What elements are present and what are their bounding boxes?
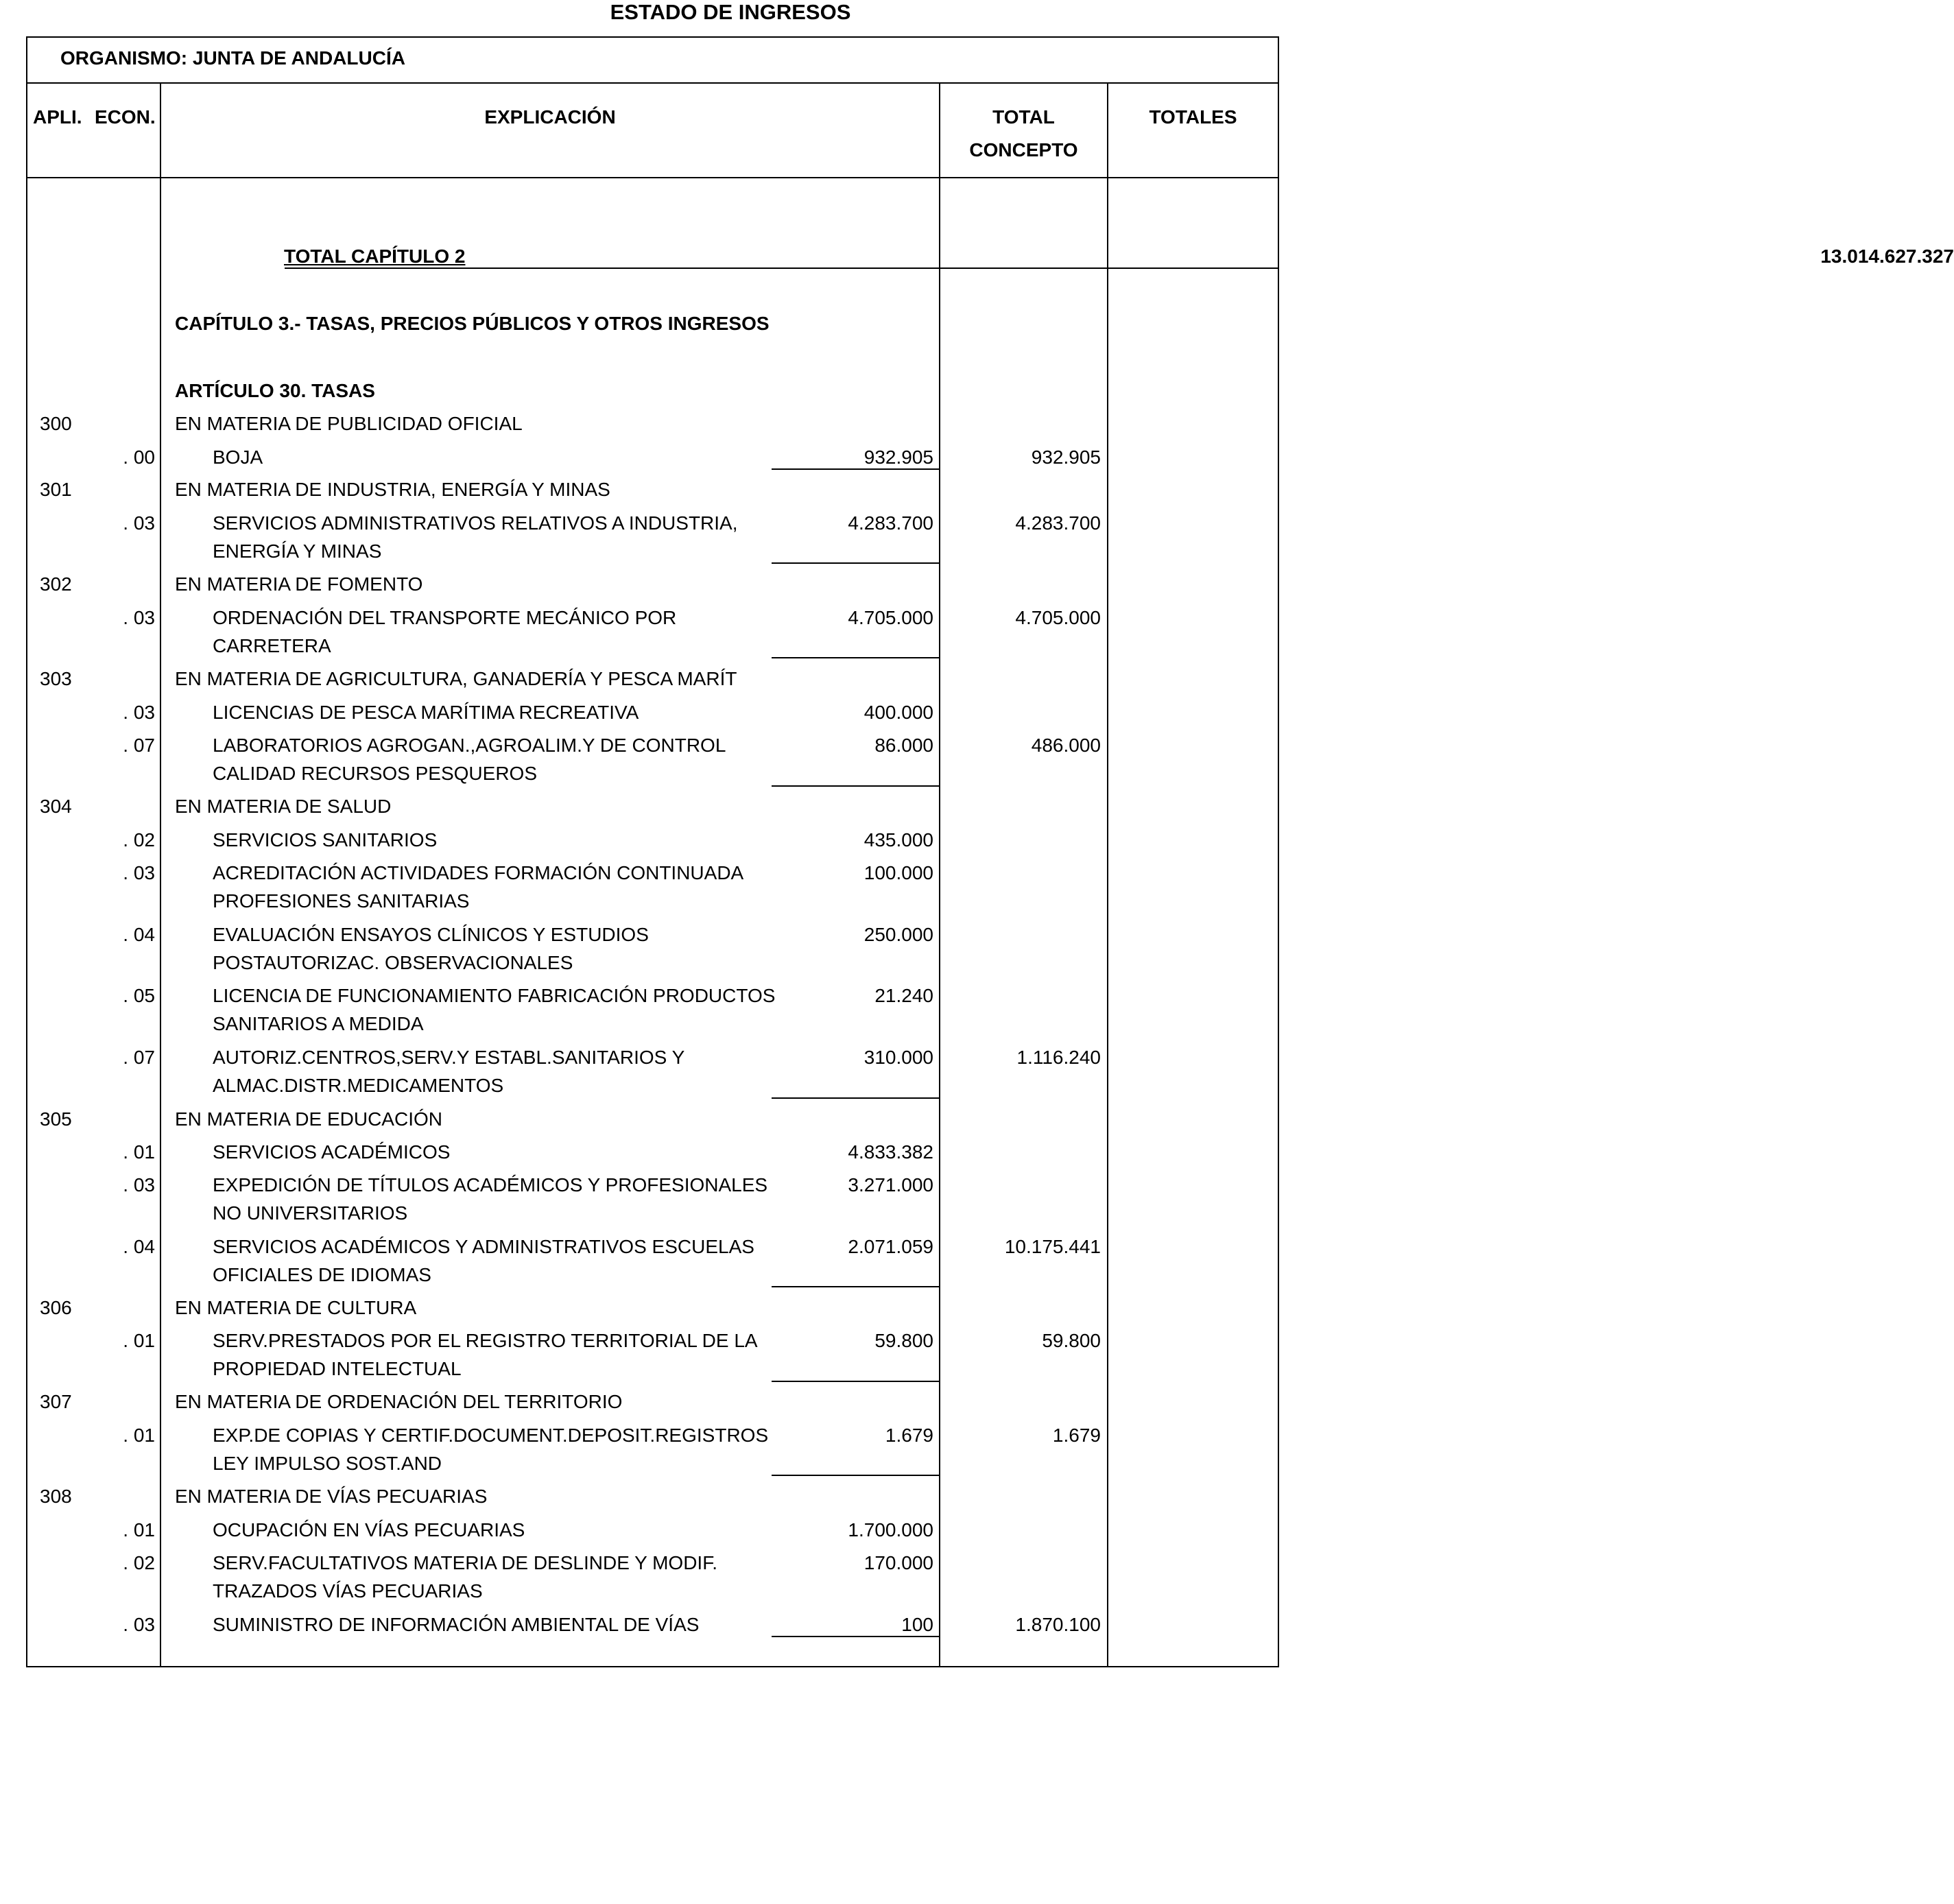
concept-description: EN MATERIA DE PUBLICIDAD OFICIAL [175,413,523,434]
concept-total: 4.283.700 [1015,512,1101,534]
concept-description: EN MATERIA DE FOMENTO [175,573,423,595]
subconcept-econ: . 00 [123,447,155,468]
subconcept-description-line2: POSTAUTORIZAC. OBSERVACIONALES [213,952,573,973]
subconcept-econ: . 04 [123,924,155,945]
concept-code: 302 [40,573,72,595]
amount-rule [772,1636,939,1637]
subconcept-description: EXP.DE COPIAS Y CERTIF.DOCUMENT.DEPOSIT.REGISTROS [213,1425,769,1446]
subconcept-amount: 170.000 [863,1552,933,1573]
subconcept-econ: . 04 [123,1236,155,1257]
subconcept-description: EXPEDICIÓN DE TÍTULOS ACADÉMICOS Y PROFESIONALES [213,1174,768,1195]
concept-description: EN MATERIA DE EDUCACIÓN [175,1108,442,1130]
subconcept-amount: 4.283.700 [848,512,933,534]
subconcept-amount: 250.000 [863,924,933,945]
subconcept-econ: . 03 [123,512,155,534]
capitulo-heading: CAPÍTULO 3.- TASAS, PRECIOS PÚBLICOS Y OTROS INGRESOS [175,313,770,334]
subconcept-amount: 100 [901,1614,933,1635]
subconcept-description: AUTORIZ.CENTROS,SERV.Y ESTABL.SANITARIOS Y [213,1047,685,1068]
frame-right-border [1278,36,1279,1667]
subconcept-amount: 59.800 [874,1330,933,1351]
header-econ: ECON. [95,106,156,128]
subconcept-amount: 932.905 [863,447,933,468]
subconcept-econ: . 07 [123,1047,155,1068]
concept-description: EN MATERIA DE ORDENACIÓN DEL TERRITORIO [175,1391,623,1412]
concept-total: 932.905 [1031,447,1101,468]
column-divider-econ [160,82,161,1667]
subconcept-econ: . 02 [123,829,155,850]
subconcept-description-line2: ENERGÍA Y MINAS [213,540,382,562]
subconcept-description: ORDENACIÓN DEL TRANSPORTE MECÁNICO POR [213,607,677,628]
subconcept-description-line2: PROFESIONES SANITARIAS [213,890,470,912]
subconcept-amount: 310.000 [863,1047,933,1068]
concept-description: EN MATERIA DE INDUSTRIA, ENERGÍA Y MINAS [175,479,610,500]
subconcept-amount: 400.000 [863,702,933,723]
column-divider-explicacion [939,82,940,1667]
subconcept-description: SERV.PRESTADOS POR EL REGISTRO TERRITORIAL DE LA [213,1330,758,1351]
subconcept-description: ACREDITACIÓN ACTIVIDADES FORMACIÓN CONTINUADA [213,862,744,883]
subconcept-econ: . 07 [123,735,155,756]
subconcept-description: BOJA [213,447,263,468]
amount-rule [772,1097,939,1099]
subconcept-description: OCUPACIÓN EN VÍAS PECUARIAS [213,1519,525,1540]
articulo-heading: ARTÍCULO 30. TASAS [175,380,375,401]
subconcept-description: LICENCIAS DE PESCA MARÍTIMA RECREATIVA [213,702,639,723]
concept-total: 486.000 [1031,735,1101,756]
subconcept-description-line2: CARRETERA [213,635,331,656]
subconcept-amount: 1.679 [885,1425,933,1446]
subconcept-description: LABORATORIOS AGROGAN.,AGROALIM.Y DE CONTROL [213,735,726,756]
concept-total: 10.175.441 [1004,1236,1101,1257]
subconcept-description: LICENCIA DE FUNCIONAMIENTO FABRICACIÓN PRODUCTOS [213,985,776,1006]
concept-code: 307 [40,1391,72,1412]
subconcept-econ: . 01 [123,1330,155,1351]
concept-description: EN MATERIA DE AGRICULTURA, GANADERÍA Y PESCA MARÍT [175,668,737,689]
subconcept-description: EVALUACIÓN ENSAYOS CLÍNICOS Y ESTUDIOS [213,924,649,945]
subconcept-amount: 435.000 [863,829,933,850]
concept-total: 59.800 [1042,1330,1101,1351]
concept-code: 300 [40,413,72,434]
subconcept-econ: . 01 [123,1425,155,1446]
subconcept-description-line2: NO UNIVERSITARIOS [213,1202,408,1224]
subconcept-econ: . 01 [123,1141,155,1163]
subconcept-description: SERVICIOS ACADÉMICOS Y ADMINISTRATIVOS ESCUELAS [213,1236,754,1257]
header-totales: TOTALES [1149,106,1237,128]
subconcept-description-line2: TRAZADOS VÍAS PECUARIAS [213,1580,483,1602]
total-capitulo-label: TOTAL CAPÍTULO 2 [284,246,466,267]
subconcept-econ: . 03 [123,1614,155,1635]
concept-code: 304 [40,796,72,817]
concept-code: 306 [40,1297,72,1318]
header-total-concepto-line2: CONCEPTO [969,139,1078,160]
subconcept-econ: . 01 [123,1519,155,1540]
concept-description: EN MATERIA DE CULTURA [175,1297,417,1318]
amount-rule [772,468,939,470]
subconcept-amount: 4.833.382 [848,1141,933,1163]
subconcept-description: SERVICIOS ACADÉMICOS [213,1141,451,1163]
subconcept-amount: 21.240 [874,985,933,1006]
concept-code: 301 [40,479,72,500]
header-explicacion: EXPLICACIÓN [484,106,616,128]
amount-rule [772,1381,939,1382]
frame-bottom-border [26,1666,1279,1667]
concept-description: EN MATERIA DE SALUD [175,796,392,817]
header-divider [26,177,1279,178]
subconcept-description: SERVICIOS ADMINISTRATIVOS RELATIVOS A INDUSTRIA, [213,512,738,534]
concept-total: 1.870.100 [1015,1614,1101,1635]
amount-rule [772,1286,939,1287]
frame-left-border [26,36,27,1667]
subconcept-description-line2: ALMAC.DISTR.MEDICAMENTOS [213,1075,504,1096]
amount-rule [772,785,939,787]
concept-total: 1.116.240 [1016,1047,1101,1068]
subconcept-amount: 1.700.000 [848,1519,933,1540]
subconcept-amount: 4.705.000 [848,607,933,628]
header-apli: APLI. [33,106,82,128]
concept-total: 1.679 [1052,1425,1101,1446]
header-total-concepto-line1: TOTAL [992,106,1055,128]
document-title: ESTADO DE INGRESOS [610,0,851,24]
amount-rule [772,562,939,564]
concept-total: 4.705.000 [1015,607,1101,628]
subconcept-econ: . 02 [123,1552,155,1573]
subconcept-description: SERVICIOS SANITARIOS [213,829,438,850]
subconcept-description-line2: LEY IMPULSO SOST.AND [213,1453,442,1474]
subconcept-amount: 86.000 [874,735,933,756]
subconcept-amount: 2.071.059 [848,1236,933,1257]
organismo-label: ORGANISMO: JUNTA DE ANDALUCÍA [60,47,405,69]
subconcept-description-line2: CALIDAD RECURSOS PESQUEROS [213,763,537,784]
subconcept-econ: . 03 [123,862,155,883]
subconcept-econ: . 05 [123,985,155,1006]
frame-top-border [26,36,1279,38]
subconcept-amount: 3.271.000 [848,1174,933,1195]
subconcept-description: SERV.FACULTATIVOS MATERIA DE DESLINDE Y MODIF. [213,1552,717,1573]
concept-code: 308 [40,1486,72,1507]
concept-description: EN MATERIA DE VÍAS PECUARIAS [175,1486,488,1507]
subconcept-econ: . 03 [123,702,155,723]
subconcept-amount: 100.000 [863,862,933,883]
subconcept-econ: . 03 [123,607,155,628]
subconcept-description-line2: OFICIALES DE IDIOMAS [213,1264,431,1285]
total-capitulo-value: 13.014.627.327 [1820,246,1954,267]
column-divider-total-concepto [1107,82,1108,1667]
subconcept-description: SUMINISTRO DE INFORMACIÓN AMBIENTAL DE VÍAS [213,1614,700,1635]
subconcept-econ: . 03 [123,1174,155,1195]
amount-rule [772,657,939,658]
subconcept-description-line2: SANITARIOS A MEDIDA [213,1013,424,1034]
organismo-divider [26,82,1279,84]
subconcept-description-line2: PROPIEDAD INTELECTUAL [213,1358,462,1379]
amount-rule [772,1475,939,1476]
concept-code: 305 [40,1108,72,1130]
concept-code: 303 [40,668,72,689]
